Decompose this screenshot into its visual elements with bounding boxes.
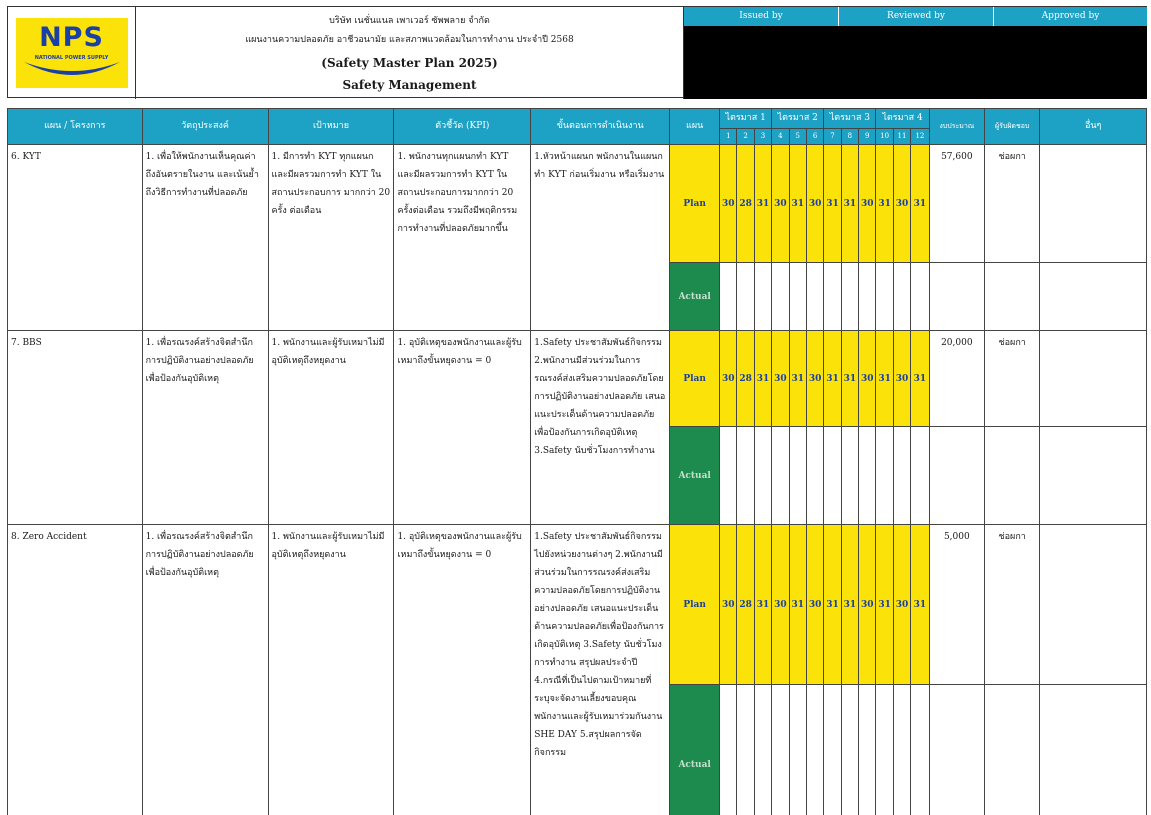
- plan-day-count: 30: [893, 331, 910, 427]
- plan-label: Plan: [670, 331, 720, 427]
- plan-day-count: 31: [754, 525, 771, 685]
- col-month: 1: [720, 129, 737, 145]
- budget-actual-cell: [929, 263, 984, 331]
- other-actual-cell: [1040, 685, 1147, 815]
- col-month: 7: [824, 129, 841, 145]
- other-actual-cell: [1040, 263, 1147, 331]
- col-month: 2: [737, 129, 754, 145]
- col-plan-project: แผน / โครงการ: [8, 109, 143, 145]
- actual-label: Actual: [670, 685, 720, 815]
- plan-day-count: 31: [876, 145, 893, 263]
- actual-cell: [737, 263, 754, 331]
- plan-day-count: 31: [789, 525, 806, 685]
- table-row-plan: [8, 145, 1147, 263]
- col-month: 11: [893, 129, 910, 145]
- responsible-actual-cell: [985, 685, 1040, 815]
- actual-cell: [911, 427, 929, 525]
- plan-day-count: 30: [893, 145, 910, 263]
- actual-cell: [859, 263, 876, 331]
- col-target: เป้าหมาย: [268, 109, 394, 145]
- plan-day-count: 31: [876, 525, 893, 685]
- plan-name: 7. BBS: [8, 331, 143, 525]
- title-cell: [136, 7, 684, 99]
- actual-cell: [893, 263, 910, 331]
- col-month: 5: [789, 129, 806, 145]
- plan-day-count: 31: [824, 145, 841, 263]
- col-quarter-2: ไตรมาส 2: [772, 109, 824, 129]
- actual-cell: [789, 685, 806, 815]
- target-cell: 1. พนักงานและผู้รับเหมาไม่มีอุบัติเหตุถึงหยุดงาน: [268, 331, 394, 525]
- col-month: 10: [876, 129, 893, 145]
- plan-day-count: 30: [772, 145, 789, 263]
- signature-area: [684, 26, 1147, 99]
- target-cell: 1. พนักงานและผู้รับเหมาไม่มีอุบัติเหตุถึงหยุดงาน: [268, 525, 394, 815]
- actual-cell: [789, 263, 806, 331]
- plan-day-count: 30: [806, 145, 823, 263]
- plan-day-count: 28: [737, 145, 754, 263]
- table-row-plan: [8, 331, 1147, 427]
- plan-day-count: 30: [859, 331, 876, 427]
- plan-subtitle: Safety Management: [342, 78, 477, 92]
- col-month: 8: [841, 129, 858, 145]
- objective-cell: 1. เพื่อให้พนักงานเห็นคุณค่าถึงอันตรายในงาน และเน้นย้ำถึงวิธีการทำงานที่ปลอดภัย: [142, 145, 268, 331]
- table-row-plan: [8, 525, 1147, 685]
- budget-cell: 20,000: [929, 331, 984, 427]
- actual-cell: [772, 685, 789, 815]
- plan-day-count: 30: [859, 525, 876, 685]
- logo-swoosh-icon: [16, 18, 128, 88]
- col-kpi: ตัวชี้วัด (KPI): [394, 109, 531, 145]
- plan-day-count: 31: [754, 145, 771, 263]
- actual-cell: [824, 685, 841, 815]
- plan-day-count: 30: [806, 331, 823, 427]
- col-quarter-3: ไตรมาส 3: [824, 109, 876, 129]
- col-steps: ขั้นตอนการดำเนินงาน: [531, 109, 670, 145]
- actual-cell: [720, 427, 737, 525]
- actual-cell: [841, 427, 858, 525]
- plan-title-english: (Safety Master Plan 2025): [321, 56, 498, 70]
- objective-cell: 1. เพื่อรณรงค์สร้างจิตสำนึกการปฏิบัติงานอย่างปลอดภัยเพื่อป้องกันอุบัติเหตุ: [142, 331, 268, 525]
- plan-day-count: 30: [720, 331, 737, 427]
- company-logo: [16, 18, 128, 88]
- actual-cell: [893, 685, 910, 815]
- actual-label: Actual: [670, 263, 720, 331]
- actual-cell: [772, 427, 789, 525]
- plan-day-count: 31: [911, 145, 929, 263]
- target-cell: 1. มีการทำ KYT ทุกแผนก และมีผลรวมการทำ KYT ในสถานประกอบการ มากกว่า 20 ครั้ง ต่อเดือน: [268, 145, 394, 331]
- budget-actual-cell: [929, 427, 984, 525]
- actual-cell: [720, 685, 737, 815]
- actual-cell: [841, 263, 858, 331]
- actual-cell: [824, 263, 841, 331]
- steps-cell: 1.Safety ประชาสัมพันธ์กิจกรรมไปยังหน่วยงานต่างๆ 2.พนักงานมีส่วนร่วมในการรณรงค์ส่งเสริมความปลอดภัยโดยการปฏิบัติงานอย่างปลอดภัย เสนอแนะประเด็นด้านความปลอดภัยเพื่อป้องกันการเกิดอุบัติเหตุ 3.Safety นับชั่วโมงการทำงาน สรุปผลประจำปี 4.กรณีที่เป็นไปตามเป้าหมายที่ระบุจะจัดงานเลี้ยงขอบคุณพนักงานและผู้รับเหมาร่วมกันงาน SHE DAY 5.สรุปผลการจัดกิจกรรม: [531, 525, 670, 815]
- col-responsible: ผู้รับผิดชอบ: [985, 109, 1040, 145]
- plan-day-count: 31: [876, 331, 893, 427]
- actual-cell: [841, 685, 858, 815]
- other-cell: [1040, 525, 1147, 685]
- budget-actual-cell: [929, 685, 984, 815]
- logo-text: NPS: [39, 22, 104, 53]
- col-type: แผน: [670, 109, 720, 145]
- plan-title-thai: แผนงานความปลอดภัย อาชีวอนามัย และสภาพแวดล้อมในการทำงาน ประจำปี 2568: [245, 35, 574, 45]
- kpi-cell: 1. อุบัติเหตุของพนักงานและผู้รับเหมาถึงขั้นหยุดงาน = 0: [394, 331, 531, 525]
- plan-day-count: 28: [737, 525, 754, 685]
- actual-label: Actual: [670, 427, 720, 525]
- actual-cell: [754, 263, 771, 331]
- company-name: บริษัท เนชั่นแนล เพาเวอร์ ซัพพลาย จำกัด: [329, 16, 490, 26]
- other-actual-cell: [1040, 427, 1147, 525]
- other-cell: [1040, 331, 1147, 427]
- plan-day-count: 30: [893, 525, 910, 685]
- plan-name: 8. Zero Accident: [8, 525, 143, 815]
- plan-day-count: 30: [772, 331, 789, 427]
- logo-cell: [8, 7, 136, 99]
- document-header: [7, 6, 1147, 98]
- col-month: 4: [772, 129, 789, 145]
- kpi-cell: 1. พนักงานทุกแผนกทำ KYT และมีผลรวมการทำ KYT ในสถานประกอบการมากกว่า 20 ครั้งต่อเดือน รวมถึงมีพฤติกรรมการทำงานที่ปลอดภัยมากขึ้น: [394, 145, 531, 331]
- actual-cell: [789, 427, 806, 525]
- actual-cell: [876, 427, 893, 525]
- budget-cell: 5,000: [929, 525, 984, 685]
- actual-cell: [859, 427, 876, 525]
- logo-subtext: NATIONAL POWER SUPPLY: [34, 55, 109, 61]
- actual-cell: [876, 685, 893, 815]
- header-row-quarters: [8, 109, 1147, 129]
- col-objective: วัตถุประสงค์: [142, 109, 268, 145]
- responsible-actual-cell: [985, 427, 1040, 525]
- actual-cell: [806, 263, 823, 331]
- plan-day-count: 30: [772, 525, 789, 685]
- actual-cell: [824, 427, 841, 525]
- col-month: 6: [806, 129, 823, 145]
- plan-day-count: 30: [720, 145, 737, 263]
- col-quarter-1: ไตรมาส 1: [720, 109, 772, 129]
- plan-day-count: 31: [789, 331, 806, 427]
- plan-day-count: 30: [806, 525, 823, 685]
- col-month: 9: [859, 129, 876, 145]
- actual-cell: [911, 263, 929, 331]
- actual-cell: [720, 263, 737, 331]
- plan-label: Plan: [670, 525, 720, 685]
- plan-day-count: 31: [911, 331, 929, 427]
- approved-by-label: Approved by: [994, 7, 1147, 26]
- actual-cell: [876, 263, 893, 331]
- plan-label: Plan: [670, 145, 720, 263]
- col-month: 12: [911, 129, 929, 145]
- budget-cell: 57,600: [929, 145, 984, 263]
- plan-day-count: 30: [720, 525, 737, 685]
- actual-cell: [772, 263, 789, 331]
- actual-cell: [737, 427, 754, 525]
- responsible-cell: ช่อผกา: [985, 331, 1040, 427]
- plan-day-count: 31: [911, 525, 929, 685]
- col-month: 3: [754, 129, 771, 145]
- reviewed-by-label: Reviewed by: [839, 7, 994, 26]
- actual-cell: [737, 685, 754, 815]
- plan-day-count: 31: [841, 525, 858, 685]
- plan-day-count: 31: [789, 145, 806, 263]
- actual-cell: [754, 685, 771, 815]
- actual-cell: [911, 685, 929, 815]
- responsible-cell: ช่อผกา: [985, 525, 1040, 685]
- actual-cell: [754, 427, 771, 525]
- actual-cell: [806, 685, 823, 815]
- plan-day-count: 31: [824, 331, 841, 427]
- steps-cell: 1.หัวหน้าแผนก พนักงานในแผนก ทำ KYT ก่อนเริ่มงาน หรือเริ่มงาน: [531, 145, 670, 331]
- actual-cell: [893, 427, 910, 525]
- plan-day-count: 31: [841, 145, 858, 263]
- plan-day-count: 31: [754, 331, 771, 427]
- responsible-actual-cell: [985, 263, 1040, 331]
- actual-cell: [859, 685, 876, 815]
- col-other: อื่นๆ: [1040, 109, 1147, 145]
- actual-cell: [806, 427, 823, 525]
- other-cell: [1040, 145, 1147, 263]
- plan-name: 6. KYT: [8, 145, 143, 331]
- plan-day-count: 31: [824, 525, 841, 685]
- issued-by-label: Issued by: [684, 7, 839, 26]
- plan-day-count: 31: [841, 331, 858, 427]
- col-quarter-4: ไตรมาส 4: [876, 109, 929, 129]
- safety-plan-table: [7, 108, 1147, 815]
- col-budget: งบประมาณ: [929, 109, 984, 145]
- responsible-cell: ช่อผกา: [985, 145, 1040, 263]
- steps-cell: 1.Safety ประชาสัมพันธ์กิจกรรม 2.พนักงานมีส่วนร่วมในการรณรงค์ส่งเสริมความปลอดภัยโดยการปฏิบัติงานอย่างปลอดภัย เสนอแนะประเด็นด้านความปลอดภัยเพื่อป้องกันการเกิดอุบัติเหตุ 3.Safety นับชั่วโมงการทำงาน: [531, 331, 670, 525]
- objective-cell: 1. เพื่อรณรงค์สร้างจิตสำนึกการปฏิบัติงานอย่างปลอดภัยเพื่อป้องกันอุบัติเหตุ: [142, 525, 268, 815]
- plan-day-count: 30: [859, 145, 876, 263]
- kpi-cell: 1. อุบัติเหตุของพนักงานและผู้รับเหมาถึงขั้นหยุดงาน = 0: [394, 525, 531, 815]
- plan-day-count: 28: [737, 331, 754, 427]
